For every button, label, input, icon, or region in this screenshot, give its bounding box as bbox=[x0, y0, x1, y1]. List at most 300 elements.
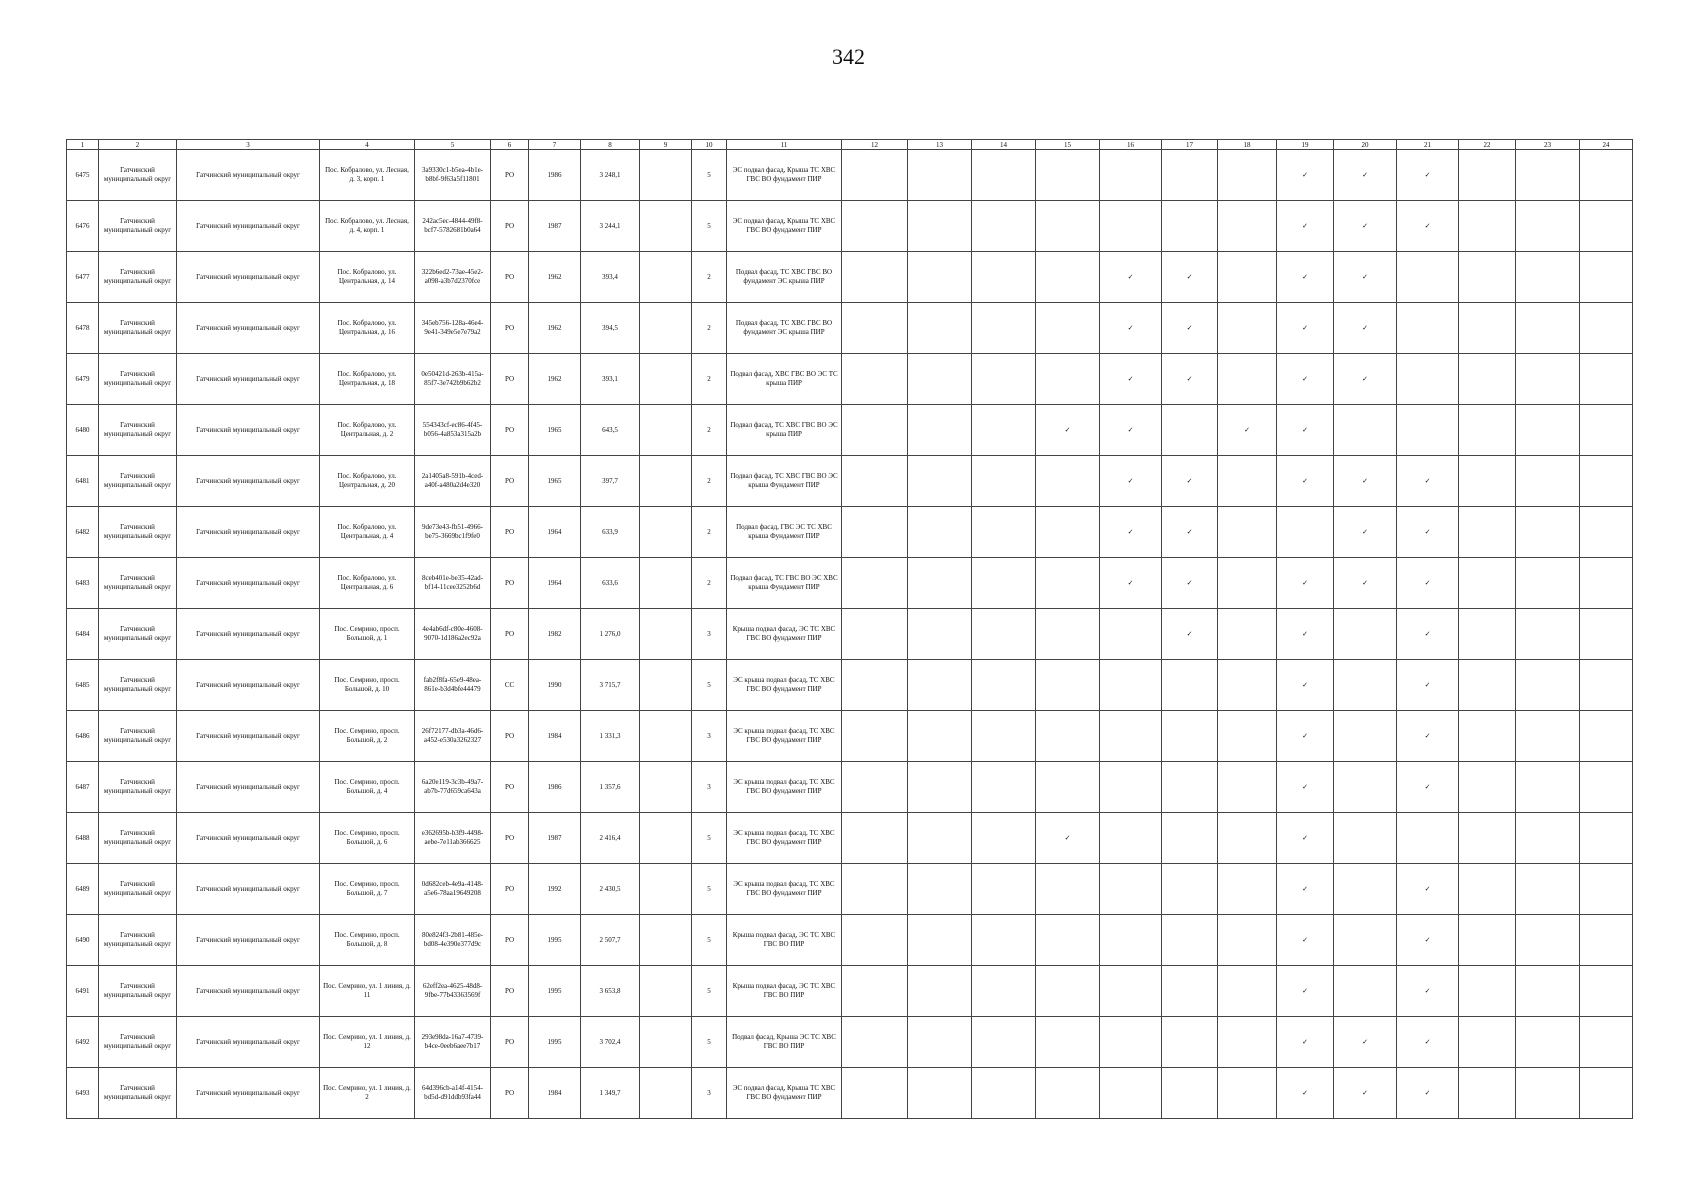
wall-material-cell: РО bbox=[491, 609, 529, 660]
district-cell: Гатчинский муниципальный округ bbox=[99, 711, 177, 762]
check-mark-icon: ✓ bbox=[1277, 252, 1334, 303]
empty-cell bbox=[1036, 915, 1100, 966]
column-number: 2 bbox=[99, 140, 177, 150]
area-cell: 643,5 bbox=[581, 405, 640, 456]
check-mark-icon: ✓ bbox=[1100, 405, 1162, 456]
check-mark-icon: ✓ bbox=[1397, 915, 1459, 966]
empty-cell bbox=[972, 966, 1036, 1017]
column-number: 3 bbox=[177, 140, 320, 150]
empty-cell bbox=[1218, 201, 1277, 252]
row-number-cell: 6491 bbox=[67, 966, 99, 1017]
empty-cell bbox=[908, 1017, 972, 1068]
empty-cell bbox=[842, 813, 908, 864]
check-mark-icon: ✓ bbox=[1277, 966, 1334, 1017]
empty-cell bbox=[640, 456, 692, 507]
area-cell: 394,5 bbox=[581, 303, 640, 354]
check-mark-icon: ✓ bbox=[1334, 354, 1397, 405]
area-cell: 2 416,4 bbox=[581, 813, 640, 864]
empty-cell bbox=[1100, 1068, 1162, 1119]
empty-cell bbox=[1580, 456, 1633, 507]
settlement-cell: Гатчинский муниципальный округ bbox=[177, 456, 320, 507]
empty-cell bbox=[1516, 660, 1580, 711]
empty-cell bbox=[1036, 150, 1100, 201]
empty-cell bbox=[842, 354, 908, 405]
check-mark-icon: ✓ bbox=[1277, 762, 1334, 813]
works-list-cell: Подвал фасад, ГВС ЭС ТС ХВС крыша Фундамент ПИР bbox=[727, 507, 842, 558]
area-cell: 2 507,7 bbox=[581, 915, 640, 966]
empty-cell bbox=[1036, 966, 1100, 1017]
building-code-cell: 64d396cb-a14f-4154-bd5d-d91ddb93fa44 bbox=[415, 1068, 491, 1119]
empty-cell bbox=[1516, 711, 1580, 762]
empty-cell bbox=[1516, 762, 1580, 813]
district-cell: Гатчинский муниципальный округ bbox=[99, 558, 177, 609]
year-built-cell: 1984 bbox=[529, 711, 581, 762]
wall-material-cell: РО bbox=[491, 354, 529, 405]
table-row bbox=[67, 915, 1633, 966]
district-cell: Гатчинский муниципальный округ bbox=[99, 252, 177, 303]
empty-cell bbox=[1516, 507, 1580, 558]
floors-cell: 3 bbox=[692, 609, 727, 660]
empty-cell bbox=[972, 711, 1036, 762]
settlement-cell: Гатчинский муниципальный округ bbox=[177, 864, 320, 915]
year-built-cell: 1995 bbox=[529, 915, 581, 966]
empty-cell bbox=[1459, 660, 1516, 711]
empty-cell bbox=[908, 354, 972, 405]
row-number-cell: 6477 bbox=[67, 252, 99, 303]
empty-cell bbox=[842, 303, 908, 354]
empty-cell bbox=[1459, 201, 1516, 252]
address-cell: Пос. Кобралово, ул. Лесная, д. 4, корп. 1 bbox=[320, 201, 415, 252]
empty-cell bbox=[1334, 609, 1397, 660]
check-mark-icon: ✓ bbox=[1277, 1068, 1334, 1119]
empty-cell bbox=[1459, 303, 1516, 354]
empty-cell bbox=[842, 864, 908, 915]
settlement-cell: Гатчинский муниципальный округ bbox=[177, 762, 320, 813]
address-cell: Пос. Семрино, ул. 1 линия, д. 11 bbox=[320, 966, 415, 1017]
empty-cell bbox=[1334, 864, 1397, 915]
works-list-cell: Подвал фасад, ТС ГВС ВО ЭС ХВС крыша Фундамент ПИР bbox=[727, 558, 842, 609]
check-mark-icon: ✓ bbox=[1277, 915, 1334, 966]
works-list-cell: Крыша подвал фасад, ЭС ТС ХВС ГВС ВО ПИР bbox=[727, 915, 842, 966]
empty-cell bbox=[1580, 915, 1633, 966]
empty-cell bbox=[842, 456, 908, 507]
table-row bbox=[67, 303, 1633, 354]
floors-cell: 2 bbox=[692, 354, 727, 405]
check-mark-icon: ✓ bbox=[1277, 660, 1334, 711]
check-mark-icon: ✓ bbox=[1277, 1017, 1334, 1068]
building-code-cell: fab2f8fa-65e9-48ea-861e-b3d4bfe44479 bbox=[415, 660, 491, 711]
table-row bbox=[67, 456, 1633, 507]
year-built-cell: 1962 bbox=[529, 303, 581, 354]
column-number: 6 bbox=[491, 140, 529, 150]
check-mark-icon: ✓ bbox=[1334, 303, 1397, 354]
address-cell: Пос. Семрино, просп. Большой, д. 10 bbox=[320, 660, 415, 711]
floors-cell: 2 bbox=[692, 507, 727, 558]
empty-cell bbox=[1162, 660, 1218, 711]
column-number: 5 bbox=[415, 140, 491, 150]
empty-cell bbox=[1218, 150, 1277, 201]
check-mark-icon: ✓ bbox=[1162, 609, 1218, 660]
empty-cell bbox=[908, 1068, 972, 1119]
empty-cell bbox=[972, 762, 1036, 813]
works-list-cell: ЭС подвал фасад, Крыша ТС ХВС ГВС ВО фундамент ПИР bbox=[727, 150, 842, 201]
column-number: 22 bbox=[1459, 140, 1516, 150]
empty-cell bbox=[1218, 813, 1277, 864]
empty-cell bbox=[1162, 405, 1218, 456]
empty-cell bbox=[1036, 609, 1100, 660]
empty-cell bbox=[972, 354, 1036, 405]
empty-cell bbox=[1516, 864, 1580, 915]
table-row bbox=[67, 711, 1633, 762]
empty-cell bbox=[972, 609, 1036, 660]
empty-cell bbox=[640, 762, 692, 813]
empty-cell bbox=[640, 405, 692, 456]
works-list-cell: Подвал фасад, Крыша ЭС ТС ХВС ГВС ВО ПИР bbox=[727, 1017, 842, 1068]
settlement-cell: Гатчинский муниципальный округ bbox=[177, 609, 320, 660]
check-mark-icon: ✓ bbox=[1162, 354, 1218, 405]
works-list-cell: ЭС крыша подвал фасад, ТС ХВС ГВС ВО фундамент ПИР bbox=[727, 762, 842, 813]
empty-cell bbox=[908, 864, 972, 915]
check-mark-icon: ✓ bbox=[1277, 456, 1334, 507]
area-cell: 393,4 bbox=[581, 252, 640, 303]
empty-cell bbox=[1100, 966, 1162, 1017]
check-mark-icon: ✓ bbox=[1277, 711, 1334, 762]
settlement-cell: Гатчинский муниципальный округ bbox=[177, 915, 320, 966]
table-row bbox=[67, 966, 1633, 1017]
column-number: 10 bbox=[692, 140, 727, 150]
column-number: 16 bbox=[1100, 140, 1162, 150]
empty-cell bbox=[1516, 201, 1580, 252]
column-number: 1 bbox=[67, 140, 99, 150]
empty-cell bbox=[640, 915, 692, 966]
wall-material-cell: РО bbox=[491, 711, 529, 762]
table-row bbox=[67, 201, 1633, 252]
empty-cell bbox=[842, 1068, 908, 1119]
empty-cell bbox=[1100, 201, 1162, 252]
empty-cell bbox=[1580, 762, 1633, 813]
check-mark-icon: ✓ bbox=[1397, 609, 1459, 660]
check-mark-icon: ✓ bbox=[1334, 150, 1397, 201]
works-list-cell: Подвал фасад, ХВС ГВС ВО ЭС ТС крыша ПИР bbox=[727, 354, 842, 405]
check-mark-icon: ✓ bbox=[1218, 405, 1277, 456]
empty-cell bbox=[908, 966, 972, 1017]
column-number: 14 bbox=[972, 140, 1036, 150]
empty-cell bbox=[1036, 558, 1100, 609]
empty-cell bbox=[1459, 762, 1516, 813]
floors-cell: 2 bbox=[692, 252, 727, 303]
empty-cell bbox=[1218, 966, 1277, 1017]
check-mark-icon: ✓ bbox=[1162, 507, 1218, 558]
year-built-cell: 1962 bbox=[529, 252, 581, 303]
building-code-cell: 293e98da-16a7-4739-b4ce-0eeb6aee7b17 bbox=[415, 1017, 491, 1068]
row-number-cell: 6484 bbox=[67, 609, 99, 660]
building-code-cell: 0d682ceb-4e9a-4148-a5e6-78aa19649208 bbox=[415, 864, 491, 915]
empty-cell bbox=[1580, 864, 1633, 915]
row-number-cell: 6487 bbox=[67, 762, 99, 813]
year-built-cell: 1984 bbox=[529, 1068, 581, 1119]
empty-cell bbox=[1036, 354, 1100, 405]
settlement-cell: Гатчинский муниципальный округ bbox=[177, 966, 320, 1017]
empty-cell bbox=[640, 558, 692, 609]
works-list-cell: Крыша подвал фасад, ЭС ТС ХВС ГВС ВО фундамент ПИР bbox=[727, 609, 842, 660]
floors-cell: 2 bbox=[692, 558, 727, 609]
empty-cell bbox=[1162, 966, 1218, 1017]
check-mark-icon: ✓ bbox=[1334, 456, 1397, 507]
check-mark-icon: ✓ bbox=[1277, 405, 1334, 456]
area-cell: 1 349,7 bbox=[581, 1068, 640, 1119]
empty-cell bbox=[1516, 252, 1580, 303]
address-cell: Пос. Кобралово, ул. Центральная, д. 2 bbox=[320, 405, 415, 456]
empty-cell bbox=[1580, 660, 1633, 711]
empty-cell bbox=[1459, 507, 1516, 558]
wall-material-cell: РО bbox=[491, 762, 529, 813]
empty-cell bbox=[1516, 558, 1580, 609]
empty-cell bbox=[1580, 1068, 1633, 1119]
floors-cell: 5 bbox=[692, 150, 727, 201]
check-mark-icon: ✓ bbox=[1397, 558, 1459, 609]
year-built-cell: 1962 bbox=[529, 354, 581, 405]
works-list-cell: ЭС крыша подвал фасад, ТС ХВС ГВС ВО фундамент ПИР bbox=[727, 813, 842, 864]
empty-cell bbox=[972, 558, 1036, 609]
table-row bbox=[67, 405, 1633, 456]
column-number: 11 bbox=[727, 140, 842, 150]
check-mark-icon: ✓ bbox=[1397, 711, 1459, 762]
empty-cell bbox=[1218, 660, 1277, 711]
check-mark-icon: ✓ bbox=[1397, 456, 1459, 507]
empty-cell bbox=[640, 609, 692, 660]
settlement-cell: Гатчинский муниципальный округ bbox=[177, 1068, 320, 1119]
check-mark-icon: ✓ bbox=[1277, 201, 1334, 252]
empty-cell bbox=[972, 303, 1036, 354]
address-cell: Пос. Кобралово, ул. Центральная, д. 18 bbox=[320, 354, 415, 405]
wall-material-cell: РО bbox=[491, 150, 529, 201]
wall-material-cell: РО bbox=[491, 813, 529, 864]
year-built-cell: 1995 bbox=[529, 1017, 581, 1068]
column-number: 18 bbox=[1218, 140, 1277, 150]
empty-cell bbox=[640, 303, 692, 354]
table-row bbox=[67, 1017, 1633, 1068]
empty-cell bbox=[640, 864, 692, 915]
district-cell: Гатчинский муниципальный округ bbox=[99, 405, 177, 456]
empty-cell bbox=[1036, 1068, 1100, 1119]
district-cell: Гатчинский муниципальный округ bbox=[99, 762, 177, 813]
building-code-cell: 62eff2ea-4625-48d8-9fbe-77b43363569f bbox=[415, 966, 491, 1017]
empty-cell bbox=[1162, 762, 1218, 813]
empty-cell bbox=[908, 558, 972, 609]
row-number-cell: 6479 bbox=[67, 354, 99, 405]
empty-cell bbox=[1036, 1017, 1100, 1068]
empty-cell bbox=[1397, 354, 1459, 405]
check-mark-icon: ✓ bbox=[1277, 864, 1334, 915]
column-number: 12 bbox=[842, 140, 908, 150]
check-mark-icon: ✓ bbox=[1397, 1068, 1459, 1119]
district-cell: Гатчинский муниципальный округ bbox=[99, 507, 177, 558]
check-mark-icon: ✓ bbox=[1334, 252, 1397, 303]
empty-cell bbox=[842, 201, 908, 252]
empty-cell bbox=[842, 150, 908, 201]
empty-cell bbox=[1580, 609, 1633, 660]
works-list-cell: Подвал фасад, ТС ХВС ГВС ВО фундамент ЭС крыша ПИР bbox=[727, 303, 842, 354]
column-number: 7 bbox=[529, 140, 581, 150]
wall-material-cell: РО bbox=[491, 966, 529, 1017]
empty-cell bbox=[1162, 813, 1218, 864]
empty-cell bbox=[1100, 711, 1162, 762]
empty-cell bbox=[1459, 354, 1516, 405]
table-row bbox=[67, 609, 1633, 660]
building-code-cell: 4e4ab6df-c80e-4608-9070-1d186a2ec92a bbox=[415, 609, 491, 660]
empty-cell bbox=[1334, 711, 1397, 762]
district-cell: Гатчинский муниципальный округ bbox=[99, 456, 177, 507]
building-code-cell: 345eb756-128a-46e4-9e41-349e5e7e79a2 bbox=[415, 303, 491, 354]
empty-cell bbox=[972, 864, 1036, 915]
check-mark-icon: ✓ bbox=[1334, 1017, 1397, 1068]
row-number-cell: 6476 bbox=[67, 201, 99, 252]
empty-cell bbox=[1162, 1068, 1218, 1119]
column-number: 17 bbox=[1162, 140, 1218, 150]
empty-cell bbox=[1516, 609, 1580, 660]
floors-cell: 5 bbox=[692, 915, 727, 966]
building-code-cell: 26f72177-db3a-46d6-a452-e530a3262327 bbox=[415, 711, 491, 762]
floors-cell: 5 bbox=[692, 864, 727, 915]
empty-cell bbox=[908, 660, 972, 711]
area-cell: 3 653,8 bbox=[581, 966, 640, 1017]
table-row bbox=[67, 252, 1633, 303]
empty-cell bbox=[1516, 303, 1580, 354]
empty-cell bbox=[1036, 660, 1100, 711]
empty-cell bbox=[1459, 711, 1516, 762]
address-cell: Пос. Семрино, просп. Большой, д. 4 bbox=[320, 762, 415, 813]
settlement-cell: Гатчинский муниципальный округ bbox=[177, 813, 320, 864]
floors-cell: 5 bbox=[692, 966, 727, 1017]
floors-cell: 5 bbox=[692, 201, 727, 252]
building-code-cell: 2a1405a8-591b-4ced-a40f-a480a2d4e320 bbox=[415, 456, 491, 507]
check-mark-icon: ✓ bbox=[1397, 966, 1459, 1017]
year-built-cell: 1986 bbox=[529, 762, 581, 813]
empty-cell bbox=[640, 966, 692, 1017]
empty-cell bbox=[1580, 966, 1633, 1017]
check-mark-icon: ✓ bbox=[1100, 507, 1162, 558]
check-mark-icon: ✓ bbox=[1397, 864, 1459, 915]
check-mark-icon: ✓ bbox=[1334, 201, 1397, 252]
address-cell: Пос. Кобралово, ул. Центральная, д. 20 bbox=[320, 456, 415, 507]
works-list-cell: Крыша подвал фасад, ЭС ТС ХВС ГВС ВО ПИР bbox=[727, 966, 842, 1017]
address-cell: Пос. Семрино, просп. Большой, д. 7 bbox=[320, 864, 415, 915]
empty-cell bbox=[1162, 864, 1218, 915]
empty-cell bbox=[1036, 303, 1100, 354]
empty-cell bbox=[1459, 405, 1516, 456]
empty-cell bbox=[1100, 762, 1162, 813]
settlement-cell: Гатчинский муниципальный округ bbox=[177, 252, 320, 303]
check-mark-icon: ✓ bbox=[1277, 813, 1334, 864]
wall-material-cell: РО bbox=[491, 915, 529, 966]
row-number-cell: 6475 bbox=[67, 150, 99, 201]
wall-material-cell: РО bbox=[491, 507, 529, 558]
wall-material-cell: РО bbox=[491, 1068, 529, 1119]
empty-cell bbox=[1459, 813, 1516, 864]
year-built-cell: 1992 bbox=[529, 864, 581, 915]
row-number-cell: 6482 bbox=[67, 507, 99, 558]
area-cell: 1 276,0 bbox=[581, 609, 640, 660]
district-cell: Гатчинский муниципальный округ bbox=[99, 1017, 177, 1068]
empty-cell bbox=[1516, 150, 1580, 201]
empty-cell bbox=[1580, 711, 1633, 762]
empty-cell bbox=[1100, 660, 1162, 711]
empty-cell bbox=[1334, 813, 1397, 864]
empty-cell bbox=[1516, 813, 1580, 864]
empty-cell bbox=[1036, 456, 1100, 507]
wall-material-cell: РО bbox=[491, 201, 529, 252]
check-mark-icon: ✓ bbox=[1334, 558, 1397, 609]
empty-cell bbox=[1036, 762, 1100, 813]
empty-cell bbox=[1516, 456, 1580, 507]
empty-cell bbox=[972, 201, 1036, 252]
empty-cell bbox=[640, 711, 692, 762]
empty-cell bbox=[640, 1068, 692, 1119]
empty-cell bbox=[842, 252, 908, 303]
settlement-cell: Гатчинский муниципальный округ bbox=[177, 150, 320, 201]
empty-cell bbox=[1459, 864, 1516, 915]
check-mark-icon: ✓ bbox=[1277, 150, 1334, 201]
row-number-cell: 6492 bbox=[67, 1017, 99, 1068]
empty-cell bbox=[972, 456, 1036, 507]
column-number: 24 bbox=[1580, 140, 1633, 150]
check-mark-icon: ✓ bbox=[1036, 405, 1100, 456]
floors-cell: 3 bbox=[692, 711, 727, 762]
table-row bbox=[67, 762, 1633, 813]
empty-cell bbox=[1459, 558, 1516, 609]
address-cell: Пос. Семрино, просп. Большой, д. 1 bbox=[320, 609, 415, 660]
area-cell: 3 715,7 bbox=[581, 660, 640, 711]
address-cell: Пос. Семрино, просп. Большой, д. 8 bbox=[320, 915, 415, 966]
empty-cell bbox=[1459, 915, 1516, 966]
empty-cell bbox=[972, 915, 1036, 966]
check-mark-icon: ✓ bbox=[1100, 354, 1162, 405]
empty-cell bbox=[1100, 915, 1162, 966]
settlement-cell: Гатчинский муниципальный округ bbox=[177, 507, 320, 558]
table-row bbox=[67, 864, 1633, 915]
year-built-cell: 1965 bbox=[529, 405, 581, 456]
empty-cell bbox=[972, 1068, 1036, 1119]
building-code-cell: 322b6ed2-73ae-45e2-a098-a3b7d2370fce bbox=[415, 252, 491, 303]
empty-cell bbox=[1100, 150, 1162, 201]
column-number: 8 bbox=[581, 140, 640, 150]
empty-cell bbox=[1459, 252, 1516, 303]
empty-cell bbox=[640, 813, 692, 864]
check-mark-icon: ✓ bbox=[1162, 252, 1218, 303]
district-cell: Гатчинский муниципальный округ bbox=[99, 609, 177, 660]
empty-cell bbox=[1218, 915, 1277, 966]
empty-cell bbox=[1459, 150, 1516, 201]
row-number-cell: 6480 bbox=[67, 405, 99, 456]
area-cell: 1 331,3 bbox=[581, 711, 640, 762]
column-number: 21 bbox=[1397, 140, 1459, 150]
empty-cell bbox=[1162, 1017, 1218, 1068]
empty-cell bbox=[908, 507, 972, 558]
floors-cell: 2 bbox=[692, 405, 727, 456]
address-cell: Пос. Кобралово, ул. Лесная, д. 3, корп. 1 bbox=[320, 150, 415, 201]
year-built-cell: 1987 bbox=[529, 813, 581, 864]
empty-cell bbox=[1516, 915, 1580, 966]
floors-cell: 3 bbox=[692, 1068, 727, 1119]
empty-cell bbox=[1580, 558, 1633, 609]
empty-cell bbox=[908, 456, 972, 507]
empty-cell bbox=[1516, 1068, 1580, 1119]
settlement-cell: Гатчинский муниципальный округ bbox=[177, 354, 320, 405]
row-number-cell: 6481 bbox=[67, 456, 99, 507]
check-mark-icon: ✓ bbox=[1397, 150, 1459, 201]
floors-cell: 2 bbox=[692, 456, 727, 507]
district-cell: Гатчинский муниципальный округ bbox=[99, 303, 177, 354]
